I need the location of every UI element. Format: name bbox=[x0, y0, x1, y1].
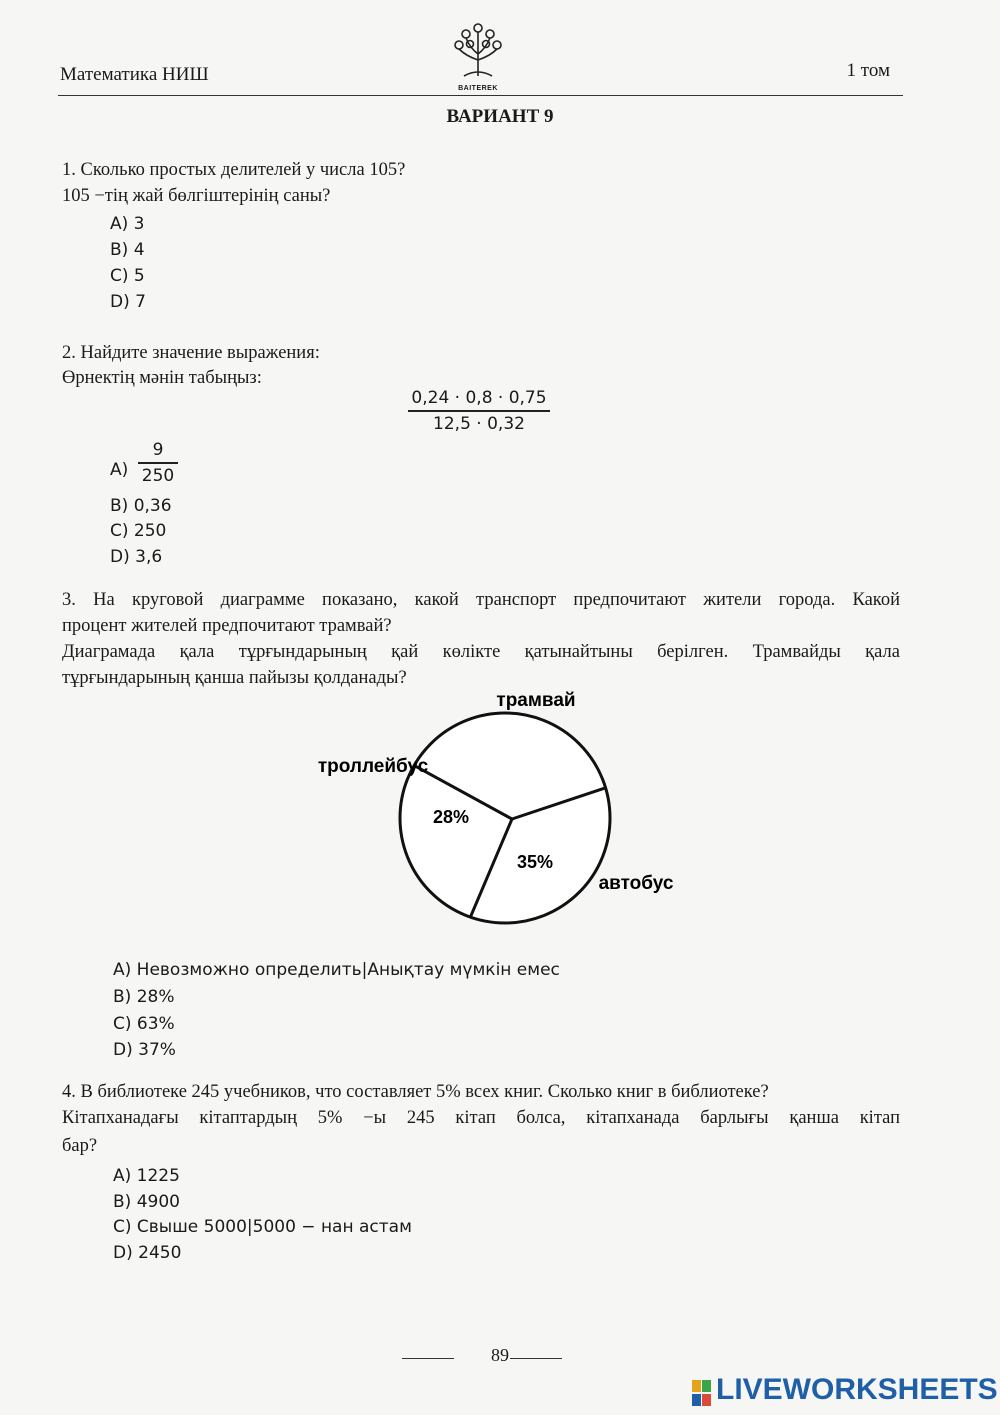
q3-text-ru-line1: 3. На круговой диаграмме показано, какой транспорт предпочитают жители города. Какой bbox=[62, 590, 900, 610]
pie-legend-trolleybus: троллейбус bbox=[317, 756, 429, 777]
header-divider bbox=[58, 95, 903, 96]
q2-option-a-denominator: 250 bbox=[141, 465, 175, 486]
q2-expression bbox=[408, 388, 550, 434]
q2-option-a-fraction bbox=[138, 440, 178, 486]
q2-option-d: D) 3,6 bbox=[110, 547, 163, 567]
liveworksheets-logo-icon bbox=[692, 1380, 712, 1407]
liveworksheets-watermark[interactable]: LIVEWORKSHEETS bbox=[716, 1373, 998, 1406]
q2-option-a-label: A) bbox=[110, 460, 129, 480]
q1-option-c: C) 5 bbox=[110, 266, 145, 286]
logo-text: BAITEREK bbox=[458, 85, 498, 92]
q1-option-b: B) 4 bbox=[110, 240, 145, 260]
q3-option-a: A) Невозможно определить|Анықтау мүмкін емес bbox=[113, 960, 560, 980]
pie-legend-bus: автобус bbox=[598, 873, 674, 894]
q3-option-d: D) 37% bbox=[113, 1040, 176, 1060]
q1-text-kz: 105 −тің жай бөлгіштерінің саны? bbox=[62, 186, 331, 206]
header-volume: 1 том bbox=[846, 60, 890, 81]
q3-text-kz-line1: Диаграмада қала тұрғындарының қай көлікте қатынайтыны берілген. Трамвайды қала bbox=[62, 642, 900, 662]
page-number: 89 bbox=[491, 1345, 509, 1365]
q2-expression-denominator: 12,5 · 0,32 bbox=[433, 413, 525, 434]
pie-outline bbox=[400, 713, 610, 923]
q3-option-c: C) 63% bbox=[113, 1014, 175, 1034]
page-number-dash-right bbox=[510, 1358, 562, 1359]
q2-text-ru: 2. Найдите значение выражения: bbox=[62, 343, 320, 363]
q2-text-kz: Өрнектің мәнін табыңыз: bbox=[62, 368, 262, 388]
q4-text-kz-line1: Кітапханадағы кітаптардың 5% −ы 245 кітап болса, кітапханада барлығы қанша кітап bbox=[62, 1108, 900, 1128]
pie-slice-label-trolleybus: 28% bbox=[432, 807, 470, 827]
q2-option-c: C) 250 bbox=[110, 521, 167, 541]
pie-slice-label-bus: 35% bbox=[516, 852, 554, 872]
q1-option-d: D) 7 bbox=[110, 292, 146, 312]
q3-option-b: B) 28% bbox=[113, 987, 175, 1007]
baiterek-logo bbox=[448, 18, 508, 92]
q4-text-kz-line2: бар? bbox=[62, 1136, 98, 1156]
variant-title: ВАРИАНТ 9 bbox=[446, 106, 554, 127]
q4-option-a: A) 1225 bbox=[113, 1166, 180, 1186]
pie-chart bbox=[290, 680, 690, 960]
tree-icon bbox=[448, 18, 508, 80]
q3-text-ru-line2: процент жителей предпочитают трамвай? bbox=[62, 616, 392, 636]
pie-legend-tram: трамвай bbox=[496, 690, 576, 711]
q4-option-d: D) 2450 bbox=[113, 1243, 182, 1263]
q2-option-b: B) 0,36 bbox=[110, 496, 172, 516]
q1-option-a: A) 3 bbox=[110, 214, 145, 234]
q1-text-ru: 1. Сколько простых делителей у числа 105? bbox=[62, 160, 406, 180]
q2-expression-numerator: 0,24 · 0,8 · 0,75 bbox=[411, 388, 547, 408]
q4-option-c: C) Свыше 5000|5000 − нан астам bbox=[113, 1217, 412, 1237]
q4-option-b: B) 4900 bbox=[113, 1192, 180, 1212]
header-subject: Математика НИШ bbox=[60, 64, 209, 85]
q2-option-a-numerator: 9 bbox=[152, 440, 164, 460]
q4-text-ru: 4. В библиотеке 245 учебников, что составляет 5% всех книг. Сколько книг в библиотеке? bbox=[62, 1082, 769, 1102]
q3-text-kz-line2: тұрғындарының қанша пайызы қолданады? bbox=[62, 668, 407, 688]
